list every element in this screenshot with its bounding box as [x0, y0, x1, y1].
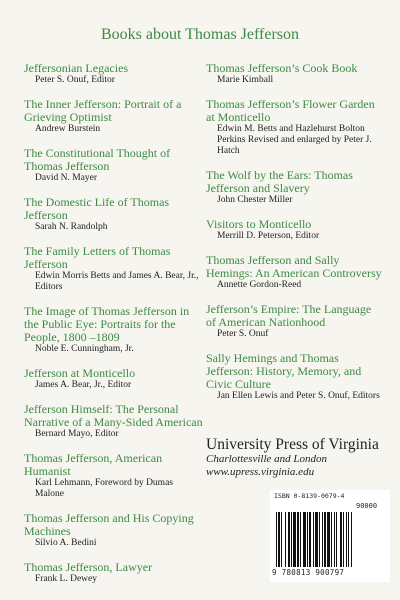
book-entry: [24, 196, 204, 233]
book-author: Peter S. Onuf: [217, 329, 269, 339]
book-title: Sally Hemings and Thomas Jefferson: History, Memory, and Civic Culture: [206, 351, 362, 391]
book-author: Annette Gordon-Reed: [217, 280, 302, 290]
book-title: The Constitutional Thought of Thomas Jefferson: [24, 146, 171, 173]
book-title: The Image of Thomas Jefferson in the Public Eye: Portraits for the People, 1800 –1809: [24, 304, 190, 344]
page-heading: Books about Thomas Jefferson: [100, 26, 300, 43]
book-title: Visitors to Monticello: [206, 217, 312, 231]
book-title: Thomas Jefferson and His Copying Machines: [24, 511, 194, 538]
book-entry: [24, 561, 204, 585]
book-entry: [24, 512, 204, 549]
barcode-number: 9 780813 900797: [272, 568, 345, 577]
book-author: Karl Lehmann, Foreword by Dumas Malone: [35, 478, 173, 499]
book-author: Silvio A. Bedini: [35, 538, 97, 548]
book-author: Edwin M. Betts and Hazlehurst Bolton Perkins Revised and enlarged by Peter J. Hatch: [217, 124, 372, 156]
book-author: John Chester Miller: [217, 195, 293, 205]
barcode-graphic: [274, 512, 386, 567]
book-author: Merrill D. Peterson, Editor: [217, 231, 320, 241]
book-title: Thomas Jefferson’s Cook Book: [206, 61, 358, 75]
book-entry: [206, 169, 384, 206]
book-author: David N. Mayer: [35, 173, 97, 183]
book-entry: [24, 452, 204, 500]
book-entry: [206, 254, 384, 291]
publisher-url: www.upress.virginia.edu: [206, 466, 315, 478]
book-title: Jefferson at Monticello: [24, 366, 136, 380]
book-title: The Family Letters of Thomas Jefferson: [24, 244, 171, 271]
book-entry: [24, 245, 204, 293]
book-entry: [206, 218, 384, 242]
book-entry: [24, 305, 204, 355]
book-author: Peter S. Onuf, Editor: [35, 75, 115, 85]
book-author: Bernard Mayo, Editor: [35, 429, 119, 439]
publisher-place: Charlottesville and London: [206, 453, 327, 465]
price-code: 90000: [356, 502, 378, 510]
book-author: Sarah N. Randolph: [35, 222, 108, 232]
publisher-block: [206, 437, 396, 479]
book-title: The Domestic Life of Thomas Jefferson: [24, 195, 170, 222]
book-title: Jefferson’s Empire: The Language of American Nationhood: [206, 302, 372, 329]
book-title: Jefferson Himself: The Personal Narrative of a Many-Sided American: [24, 402, 203, 429]
book-title: Thomas Jefferson’s Flower Garden at Monticello: [206, 97, 375, 124]
barcode-box: [270, 490, 390, 582]
book-entry: [206, 352, 384, 402]
book-author: Marie Kimball: [217, 75, 274, 85]
book-title: Jeffersonian Legacies: [24, 61, 129, 75]
publisher-name: University Press of Virginia: [206, 436, 379, 453]
book-entry: [24, 62, 204, 86]
book-title: Thomas Jefferson, Lawyer: [24, 560, 153, 574]
book-author: James A. Bear, Jr., Editor: [35, 380, 132, 390]
book-entry: [24, 98, 204, 135]
isbn-label: ISBN 0-8139-0079-4: [274, 492, 345, 500]
book-title: The Wolf by the Ears: Thomas Jefferson and Slavery: [206, 168, 353, 195]
book-entry: [206, 303, 384, 340]
book-author: Edwin Morris Betts and James A. Bear, Jr., Editors: [35, 271, 199, 292]
right-book-column: [206, 62, 384, 414]
book-author: Andrew Burstein: [35, 124, 101, 134]
book-author: Jan Ellen Lewis and Peter S. Onuf, Editors: [217, 391, 380, 401]
book-title: Thomas Jefferson, American Humanist: [24, 451, 163, 478]
book-entry: [24, 367, 204, 391]
book-author: Frank L. Dewey: [35, 574, 97, 584]
book-entry: [24, 403, 204, 440]
book-entry: [206, 62, 384, 86]
book-title: Thomas Jefferson and Sally Hemings: An American Controversy: [206, 253, 382, 280]
book-entry: [24, 147, 204, 184]
book-title: The Inner Jefferson: Portrait of a Grieving Optimist: [24, 97, 182, 124]
left-book-column: [24, 62, 204, 597]
book-entry: [206, 98, 384, 157]
book-author: Noble E. Cunningham, Jr.: [35, 344, 134, 354]
